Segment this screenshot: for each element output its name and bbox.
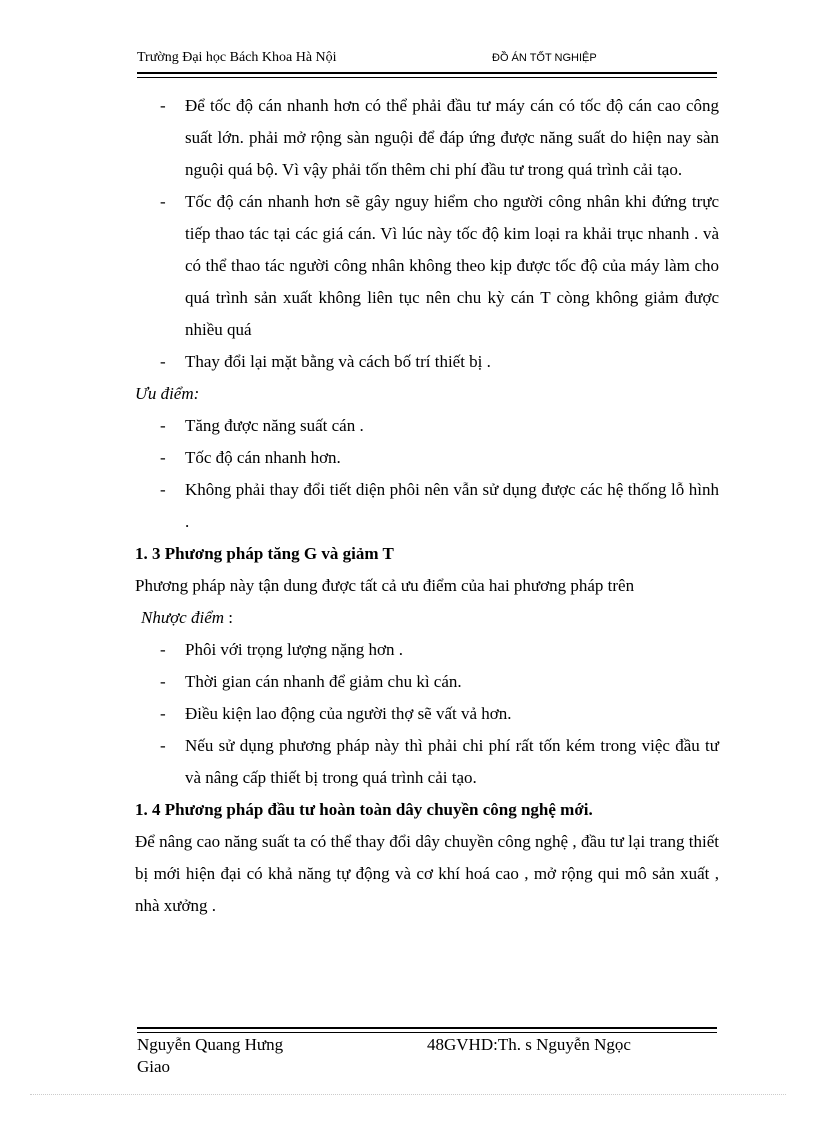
disadvantages-label xyxy=(135,602,719,634)
bullet-text: Thời gian cán nhanh để giảm chu kì cán. xyxy=(185,672,462,691)
header-rule xyxy=(137,72,717,78)
disadvantages-text: Nhược điểm xyxy=(141,608,225,627)
bullet-text: Nếu sử dụng phương pháp này thì phải chi phí rất tốn kém trong việc đầu tư và nâng cấp thiết bị trong quá trình cải tạo. xyxy=(185,736,719,787)
list-item xyxy=(135,730,719,794)
disadvantages-colon: : xyxy=(224,608,234,627)
school-name: Trường Đại học Bách Khoa Hà Nội xyxy=(137,50,337,65)
page-header xyxy=(137,50,717,70)
bullet-dash: - xyxy=(160,704,166,723)
bullet-text: Tăng được năng suất cán . xyxy=(185,416,364,435)
bullet-dash: - xyxy=(160,448,166,467)
bullet-dash: - xyxy=(160,736,166,755)
list-item xyxy=(135,634,719,666)
section-heading-1-4: 1. 4 Phương pháp đầu tư hoàn toàn dây chuyền công nghệ mới. xyxy=(135,800,593,819)
bullet-text: Để tốc độ cán nhanh hơn có thể phải đầu tư máy cán có tốc độ cán cao công suất lớn. phải mở rộng sàn nguội để đáp ứng được năng suất do hiện nay sàn nguội quá bộ. Vì vậy phải tốn thêm chi phí đầu tư trong quá trình cải tạo. xyxy=(185,96,719,179)
bullet-dash: - xyxy=(160,192,166,211)
bullet-text: Tốc độ cán nhanh hơn sẽ gây nguy hiểm cho người công nhân khi đứng trực tiếp thao tác tại các giá cán. Vì lúc này tốc độ kim loại ra khải trục nhanh . và có thể thao tác người công nhân không theo kịp được tốc độ của máy làm cho quá trình sản xuất không liên tục nên chu kỳ cán T còng không giảm được nhiều quá xyxy=(185,192,719,339)
advantages-label: Ưu điểm: xyxy=(135,384,200,403)
bullet-dash: - xyxy=(160,352,166,371)
bullet-text: Tốc độ cán nhanh hơn. xyxy=(185,448,341,467)
project-title: ĐỒ ÁN TỐT NGHIỆP xyxy=(492,52,597,64)
bullet-text: Phôi với trọng lượng nặng hơn . xyxy=(185,640,403,659)
bullet-dash: - xyxy=(160,480,166,499)
bullet-dash: - xyxy=(160,416,166,435)
author-name: Nguyễn Quang Hưng xyxy=(137,1035,284,1054)
bullet-text: Không phải thay đổi tiết diện phôi nên vẫn sử dụng được các hệ thống lỗ hình . xyxy=(185,480,719,531)
list-item xyxy=(135,442,719,474)
section-paragraph: Để nâng cao năng suất ta có thể thay đổi dây chuyền công nghệ , đầu tư lại trang thiết bị mới hiện đại có khả năng tự động và cơ khí hoá cao , mở rộng qui mô sản xuất , nhà xưởng . xyxy=(135,832,719,915)
page-content xyxy=(135,90,719,922)
section-heading-1-3: 1. 3 Phương pháp tăng G và giảm T xyxy=(135,544,394,563)
list-item xyxy=(135,90,719,186)
list-item xyxy=(135,346,719,378)
bullet-text: Điều kiện lao động của người thợ sẽ vất vả hơn. xyxy=(185,704,512,723)
bullet-dash: - xyxy=(160,96,166,115)
list-item xyxy=(135,474,719,538)
supervisor: 48GVHD:Th. s Nguyễn Ngọc xyxy=(427,1035,631,1054)
list-item xyxy=(135,186,719,346)
section-intro: Phương pháp này tận dung được tất cả ưu điểm của hai phương pháp trên xyxy=(135,576,635,595)
footer-rule xyxy=(137,1027,717,1033)
bullet-dash: - xyxy=(160,640,166,659)
bullet-text: Thay đổi lại mặt bằng và cách bố trí thiết bị . xyxy=(185,352,491,371)
supervisor-continued: Giao xyxy=(137,1057,171,1076)
list-item xyxy=(135,410,719,442)
page-edge-divider xyxy=(30,1094,786,1095)
bullet-dash: - xyxy=(160,672,166,691)
list-item xyxy=(135,666,719,698)
list-item xyxy=(135,698,719,730)
